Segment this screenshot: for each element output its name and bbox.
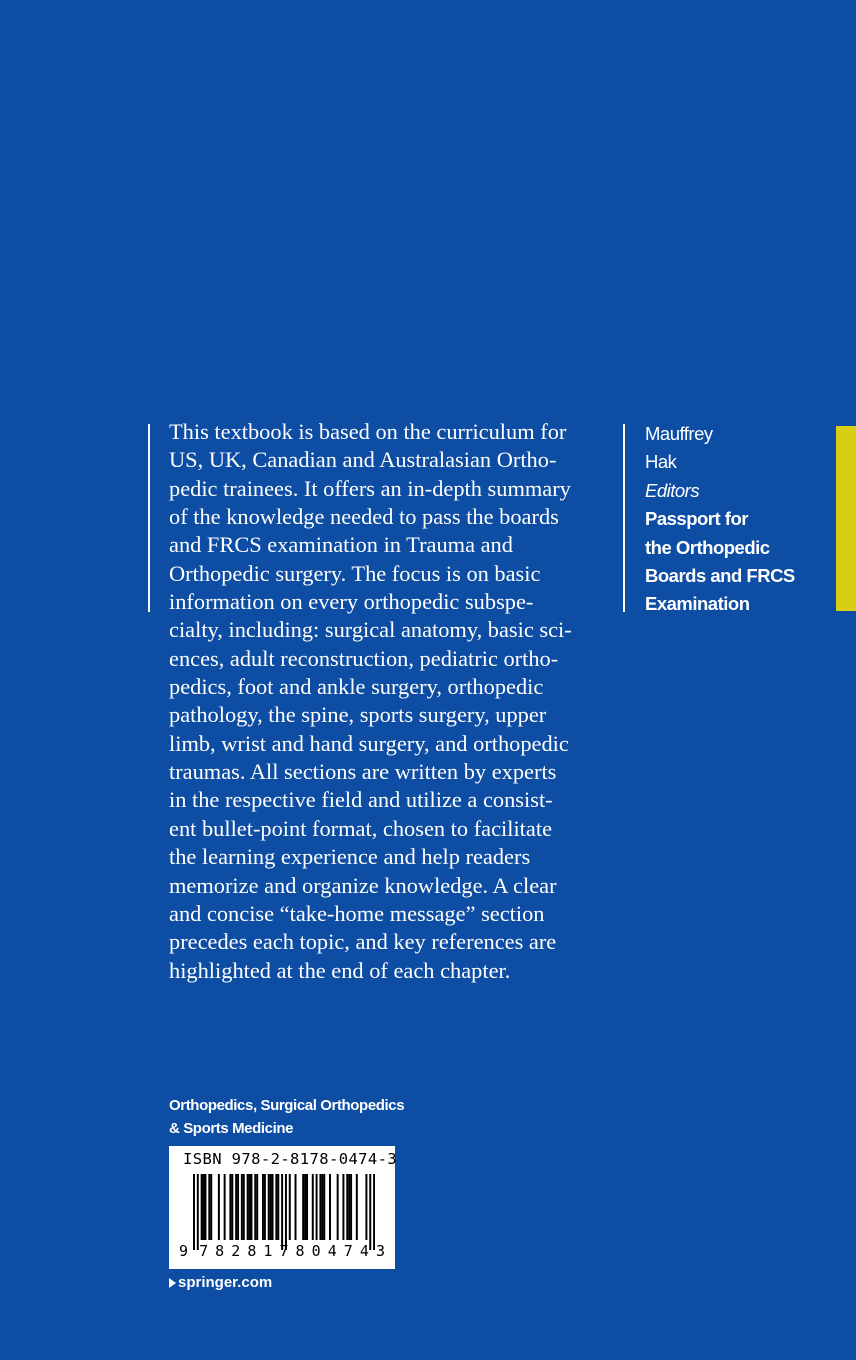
barcode-bar bbox=[356, 1174, 358, 1240]
publisher-website[interactable] bbox=[169, 1274, 272, 1292]
barcode-bars bbox=[193, 1174, 375, 1250]
blurb-line: This textbook is based on the curriculum for bbox=[169, 419, 567, 444]
barcode-bar bbox=[373, 1174, 375, 1250]
barcode-bar bbox=[249, 1174, 251, 1240]
blurb-line: limb, wrist and hand surgery, and orthopedic bbox=[169, 730, 569, 756]
blurb-line: of the knowledge needed to pass the boards bbox=[169, 504, 559, 530]
barcode-bar bbox=[197, 1174, 199, 1250]
barcode-bar bbox=[237, 1174, 239, 1240]
blurb-line: pathology, the spine, sports surgery, upper bbox=[169, 702, 547, 728]
book-title-line: Examination bbox=[645, 593, 750, 615]
barcode-bar bbox=[268, 1174, 270, 1240]
book-title-line: Boards and FRCS bbox=[645, 565, 795, 587]
barcode-bar bbox=[346, 1174, 348, 1240]
barcode-digit: 8 bbox=[295, 1242, 305, 1260]
barcode-bar bbox=[235, 1174, 237, 1240]
barcode-bar bbox=[193, 1174, 195, 1250]
editors-block bbox=[645, 420, 795, 619]
barcode-bar bbox=[295, 1174, 297, 1240]
barcode-bar bbox=[229, 1174, 231, 1240]
barcode-bar bbox=[285, 1174, 287, 1250]
barcode-bar bbox=[304, 1174, 306, 1240]
barcode-bar bbox=[210, 1174, 212, 1240]
blurb-line: cialty, including: surgical anatomy, basic sci- bbox=[169, 617, 572, 643]
barcode-bar bbox=[270, 1174, 272, 1240]
back-cover-blurb bbox=[169, 418, 614, 985]
barcode-bar bbox=[264, 1174, 266, 1240]
isbn-label: ISBN 978-2-8178-0474-3 bbox=[183, 1150, 398, 1168]
editor-name: Mauffrey bbox=[645, 423, 713, 444]
barcode-bar bbox=[256, 1174, 258, 1240]
editors-rule bbox=[623, 424, 625, 612]
category-line: & Sports Medicine bbox=[169, 1120, 294, 1137]
blurb-line: and concise “take-home message” section bbox=[169, 900, 545, 926]
barcode-digit: 1 bbox=[263, 1242, 273, 1260]
blurb-line: in the respective field and utilize a consist- bbox=[169, 787, 553, 813]
barcode-bar bbox=[250, 1174, 252, 1240]
arrow-right-icon bbox=[169, 1278, 176, 1288]
barcode-bar bbox=[321, 1174, 323, 1240]
barcode-bar bbox=[342, 1174, 344, 1240]
blurb-line: precedes each topic, and key references are bbox=[169, 929, 557, 955]
barcode-digit: 9 bbox=[179, 1242, 189, 1260]
barcode-bar bbox=[218, 1174, 220, 1240]
barcode-digit: 7 bbox=[199, 1242, 209, 1260]
barcode-bar bbox=[348, 1174, 350, 1240]
blurb-line: the learning experience and help readers bbox=[169, 844, 531, 870]
barcode-bar bbox=[243, 1174, 245, 1240]
barcode-digit: 0 bbox=[311, 1242, 321, 1260]
barcode-bar bbox=[224, 1174, 226, 1240]
editor-name: Hak bbox=[645, 451, 677, 473]
blurb-line: highlighted at the end of each chapter. bbox=[169, 957, 511, 983]
blurb-rule bbox=[148, 424, 150, 612]
barcode-bar bbox=[281, 1174, 283, 1250]
barcode-bar bbox=[312, 1174, 314, 1240]
barcode-digits bbox=[179, 1242, 385, 1260]
barcode-bar bbox=[369, 1174, 371, 1250]
barcode-bar bbox=[275, 1174, 277, 1240]
spine-accent-bar bbox=[836, 426, 856, 611]
barcode-bar bbox=[208, 1174, 210, 1240]
barcode-bar bbox=[247, 1174, 249, 1240]
blurb-line: US, UK, Canadian and Australasian Ortho- bbox=[169, 447, 557, 473]
isbn-barcode bbox=[169, 1146, 398, 1269]
barcode-bar bbox=[231, 1174, 233, 1240]
barcode-bar bbox=[329, 1174, 331, 1240]
blurb-line: pedics, foot and ankle surgery, orthopedic bbox=[169, 674, 544, 700]
blurb-line: traumas. All sections are written by experts bbox=[169, 759, 557, 785]
subject-category bbox=[169, 1094, 404, 1140]
barcode-bar bbox=[272, 1174, 274, 1240]
barcode-bar bbox=[289, 1174, 291, 1240]
barcode-digit: 3 bbox=[375, 1242, 385, 1260]
blurb-line: ences, adult reconstruction, pediatric ortho- bbox=[169, 645, 559, 671]
barcode-bar bbox=[241, 1174, 243, 1240]
barcode-bar bbox=[254, 1174, 256, 1240]
blurb-line: information on every orthopedic subspe- bbox=[169, 589, 534, 615]
category-line: Orthopedics, Surgical Orthopedics bbox=[169, 1097, 405, 1114]
barcode-digit: 2 bbox=[231, 1242, 241, 1260]
barcode-bar bbox=[306, 1174, 308, 1240]
book-title-line: the Orthopedic bbox=[645, 536, 770, 558]
barcode-bar bbox=[316, 1174, 318, 1240]
barcode-bar bbox=[204, 1174, 206, 1240]
barcode-digit: 4 bbox=[359, 1242, 369, 1260]
barcode-bar bbox=[277, 1174, 279, 1240]
website-url[interactable]: springer.com bbox=[178, 1274, 273, 1291]
blurb-line: pedic trainees. It offers an in-depth summary bbox=[169, 475, 571, 501]
blurb-line: memorize and organize knowledge. A clear bbox=[169, 872, 557, 898]
barcode-bar bbox=[350, 1174, 352, 1240]
barcode-bar bbox=[323, 1174, 325, 1240]
editors-role: Editors bbox=[645, 479, 700, 501]
barcode-bar bbox=[302, 1174, 304, 1240]
barcode-bar bbox=[319, 1174, 321, 1240]
barcode-bar bbox=[262, 1174, 264, 1240]
blurb-line: ent bullet-point format, chosen to facilitate bbox=[169, 815, 553, 841]
barcode-digit: 8 bbox=[215, 1242, 225, 1260]
barcode-digit: 4 bbox=[327, 1242, 337, 1260]
barcode-digit: 7 bbox=[279, 1242, 289, 1260]
barcode-digit: 7 bbox=[343, 1242, 353, 1260]
book-title-line: Passport for bbox=[645, 508, 748, 530]
barcode-bar bbox=[337, 1174, 339, 1240]
barcode-digit: 8 bbox=[247, 1242, 257, 1260]
blurb-line: and FRCS examination in Trauma and bbox=[169, 532, 513, 558]
barcode-bar bbox=[201, 1174, 203, 1240]
barcode-bar bbox=[203, 1174, 205, 1240]
blurb-line: Orthopedic surgery. The focus is on basic bbox=[169, 560, 541, 586]
barcode-bar bbox=[365, 1174, 367, 1240]
